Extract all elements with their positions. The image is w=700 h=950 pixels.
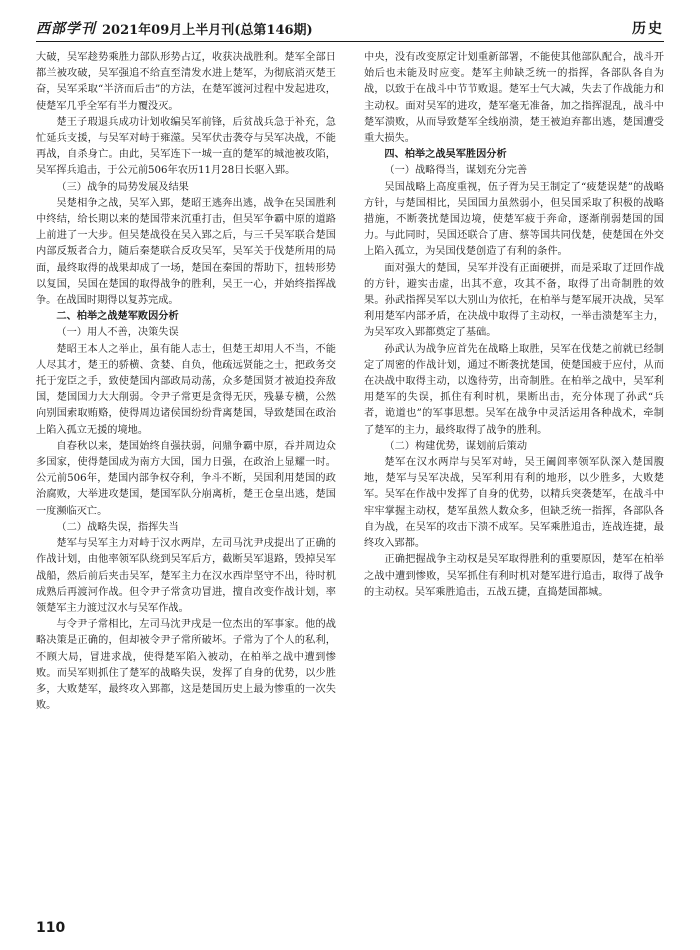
subsection-heading: （一）战略得当，谋划充分完善 xyxy=(384,165,528,177)
body-paragraph: 面对强大的楚国，吴军并没有正面硬拼，而是采取了迂回作战的方针，避实击虚，出其不意，攻其不备，取得了出奇制胜的效果。孙武指挥吴军以大别山为依托，在柏举与楚军展开决战，吴军利用楚军内部矛盾，在决战中取得了主动权，一举击溃楚军主力，为吴军攻入郢都奠定了基础。 xyxy=(364,262,664,339)
body-paragraph: 大破，吴军趁势乘胜力部队形势占辽，收获决战胜利。楚军全部日都兰被攻破，吴军强追不给直至清发水进上楚军，为彻底消灭楚王奋，吴军采取“半济而后击”的方法，在楚军渡河过程中发起进攻，使楚军几乎全军有半力覆没灭。 xyxy=(36,52,336,112)
header-left xyxy=(36,18,313,38)
right-column xyxy=(364,50,664,905)
body-paragraph: 自春秋以来，楚国始终自强扶弱，问鼎争霸中原，吞并周边众多国家，使得楚国成为南方大国，国力日强，在政治上显耀一时。公元前506年，楚国内部争权夺利，争斗不断，吴国利用楚国的政治腐败，大举进攻楚国，楚国军队分崩离析，楚王仓皇出逃，楚国一度濒临灭亡。 xyxy=(36,440,336,517)
body-paragraph: 吴国战略上高度重视，伍子胥为吴王制定了“疲楚误楚”的战略方针，与楚国相比，吴国国力虽然弱小，但吴国采取了积极的战略措施，不断袭扰楚国边境，使楚军疲于奔命，逐渐削弱楚国的国力。与此同时，吴国还联合了唐、蔡等国共同伐楚，使楚国在外交上陷入孤立，为吴国伐楚创造了有利的条件。 xyxy=(364,181,664,258)
body-paragraph: 中央，没有改变原定计划重新部署，不能使其他部队配合，战斗开始后也未能及时应变。楚军主帅缺乏统一的指挥，各部队各自为战，以致于在战斗中节节败退。楚军士气大减，失去了作战能力和主动权。面对吴军的进攻，楚军毫无准备，加之指挥混乱，战斗中楚军溃败，从而导致楚军全线崩溃，楚王被迫弃都出逃，楚国遭受重大损失。 xyxy=(364,52,664,145)
body-paragraph: 楚王子瑕退兵成功计划收编吴军前锋，后贫战兵急于补充，急忙延兵支援，与吴军对峙于雍澨。吴军伏击袭夺与吴军决战，不能再战，自杀身亡。由此，吴军连下一城一直的楚军的城池被攻陷，吴军挥兵追击，于公元前506年农历11月28日长驱入郢。 xyxy=(36,116,336,177)
body-paragraph: 吴楚相争之战，吴军入郢，楚昭王逃奔出逃，战争在吴国胜利中终结，给长期以来的楚国带来沉重打击，但吴军争霸中原的道路上前进了一大步。但吴楚战役在吴入郢之后，与三千吴军联合楚国内部反叛者合力，随后秦楚联合反攻吴军，吴军关于伐楚所用的局面，最终取得的战果却成了一场，楚国在秦国的帮助下，扭转形势以复国，吴国在楚国的取得战争的胜利，吴王一心，并始终指挥战争。在战国时期得以复苏完成。 xyxy=(36,197,336,307)
body-paragraph: 与令尹子常相比，左司马沈尹戌是一位杰出的军事家。他的战略决策是正确的，但却被令尹子常所破坏。子常为了个人的私利，不顾大局，冒进求战，使得楚军陷入被动，在柏举之战中遭到惨败。而吴军则抓住了楚军的战略失误，发挥了自身的优势，以少胜多，大败楚军，最终攻入郢都，这是楚国历史上最为惨重的一次失败。 xyxy=(36,619,336,712)
page-header xyxy=(36,16,664,42)
page-number: 110 xyxy=(36,920,66,936)
body-paragraph: 孙武认为战争应首先在战略上取胜，吴军在伐楚之前就已经制定了周密的作战计划，通过不断袭扰楚国，使楚国疲于应付，从而在决战中取得主动，以逸待劳，出奇制胜。在柏举之战中，吴军利用楚军的失误，抓住有利时机，果断出击，充分体现了孙武“兵者，诡道也”的军事思想。吴军在战争中灵活运用各种战术，牵制了楚军的主力，最终取得了战争的胜利。 xyxy=(364,343,664,436)
subsection-heading: （一）用人不善，决策失误 xyxy=(56,327,179,339)
section-heading: 四、柏举之战吴军胜因分析 xyxy=(384,149,507,161)
body-paragraph: 正确把握战争主动权是吴军取得胜利的重要原因，楚军在柏举之战中遭到惨败，吴军抓住有利时机对楚军进行追击，取得了战争的主动权。吴军乘胜追击，五战五捷，直捣楚国都城。 xyxy=(364,554,664,598)
journal-name: 西部学刊 xyxy=(36,21,96,37)
section-heading: 二、柏举之战楚军败因分析 xyxy=(56,311,179,323)
journal-issue: 2021年09月上半月刊(总第146期) xyxy=(102,23,313,38)
subsection-heading: （三）战争的局势发展及结果 xyxy=(56,181,189,193)
body-paragraph: 楚昭王本人之举止，虽有能人志士，但楚王却用人不当，不能人尽其才，楚王的骄横、贪婪、自负，他疏远贤能之士，把政务交托于宠臣之手，致使楚国内部政局动荡，众多楚国贤才被迫投奔敌国，楚国国力大大削弱。令尹子常更是贪得无厌，残暴专横，公然向别国索取贿赂，使得周边诸侯国纷纷背离楚国，导致楚国在政治上陷入孤立无援的境地。 xyxy=(36,343,336,436)
left-column xyxy=(36,50,336,905)
body-paragraph: 楚军在汉水两岸与吴军对峙，吴王阖闾率领军队深入楚国腹地，楚军与吴军决战，吴军利用有利的地形，以少胜多，大败楚军。吴军在作战中发挥了自身的优势，以精兵突袭楚军，在战斗中牢牢掌握主动权，楚军虽然人数众多，但缺乏统一指挥，各部队各自为战，在吴军的攻击下溃不成军。吴军乘胜追击，连战连捷，最终攻入郢都。 xyxy=(364,457,664,550)
body-paragraph: 楚军与吴军主力对峙于汉水两岸，左司马沈尹戌提出了正确的作战计划，由他率领军队绕到吴军后方，截断吴军退路，毁掉吴军战船，然后前后夹击吴军，楚军主力在汉水西岸坚守不出，待时机成熟后再渡河作战。但令尹子常贪功冒进，擅自改变作战计划，率领楚军主力渡过汉水与吴军作战。 xyxy=(36,538,336,614)
subsection-heading: （二）战略失误，指挥失当 xyxy=(56,521,179,533)
section-title: 历史 xyxy=(632,21,664,37)
subsection-heading: （二）构建优势，谋划前后策动 xyxy=(384,440,528,452)
